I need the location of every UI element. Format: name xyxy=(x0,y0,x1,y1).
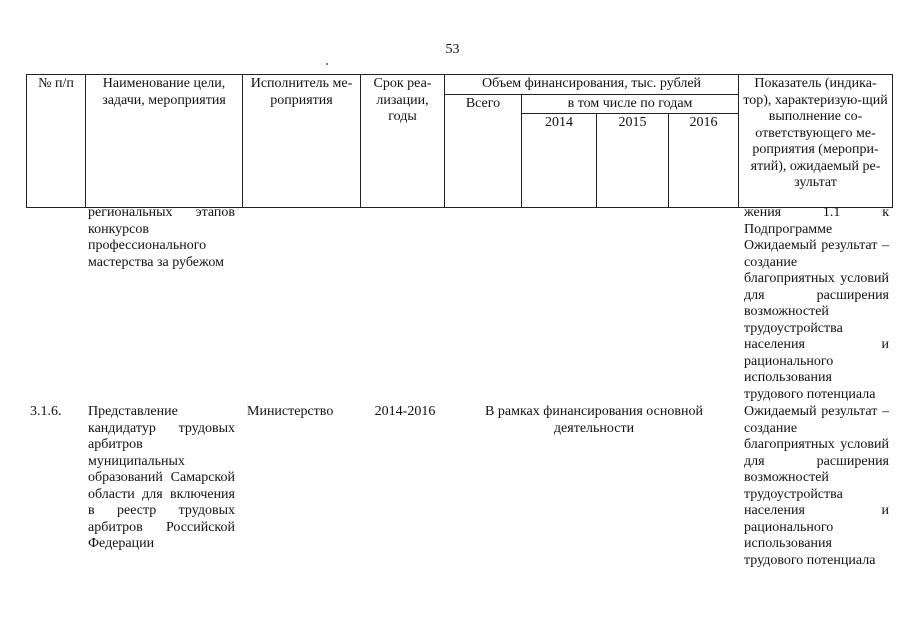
header-table xyxy=(26,74,893,208)
header-by-years: в том числе по годам xyxy=(522,94,739,114)
header-year-2015: 2015 xyxy=(597,114,669,208)
header-year-2016: 2016 xyxy=(669,114,739,208)
header-term: Срок реа-лизации, годы xyxy=(361,75,445,208)
page-number: 53 xyxy=(445,42,460,57)
header-no: № п/п xyxy=(27,75,86,208)
continuation-name: региональных этапов конкурсов профессионального мастерства за рубежом xyxy=(88,205,235,270)
continuation-indicator-part: жения 1.1 к Подпрограмме xyxy=(744,205,889,237)
header-indicator: Показатель (индика-тор), характеризую-щий выполнение со-ответствующего ме-роприятия (меропри-ятий), ожидаемый ре-зультат xyxy=(739,75,893,208)
row-term: 2014-2016 xyxy=(374,404,436,419)
header-executor: Исполнитель ме-роприятия xyxy=(243,75,361,208)
row-indicator: Ожидаемый результат – создание благоприятных условий для расширения возможностей трудоустройства населения и рационального использования трудового потенциала xyxy=(744,404,889,568)
scan-speck xyxy=(326,63,328,65)
header-total: Всего xyxy=(445,94,522,208)
header-financing: Объем финансирования, тыс. рублей xyxy=(445,75,739,95)
row-financing: В рамках финансирования основной деятельности xyxy=(485,404,703,436)
header-name: Наименование цели, задачи, мероприятия xyxy=(86,75,243,208)
header-year-2014: 2014 xyxy=(522,114,597,208)
row-number: 3.1.6. xyxy=(30,404,62,419)
continuation-indicator-expected: Ожидаемый результат – создание благоприятных условий для расширения возможностей трудоустройства населения и рационального использования трудового потенциала xyxy=(744,238,889,402)
row-executor: Министерство xyxy=(247,404,334,419)
row-name: Представление кандидатур трудовых арбитров муниципальных образований Самарской области для включения в реестр трудовых арбитров Российской Федерации xyxy=(88,404,235,551)
